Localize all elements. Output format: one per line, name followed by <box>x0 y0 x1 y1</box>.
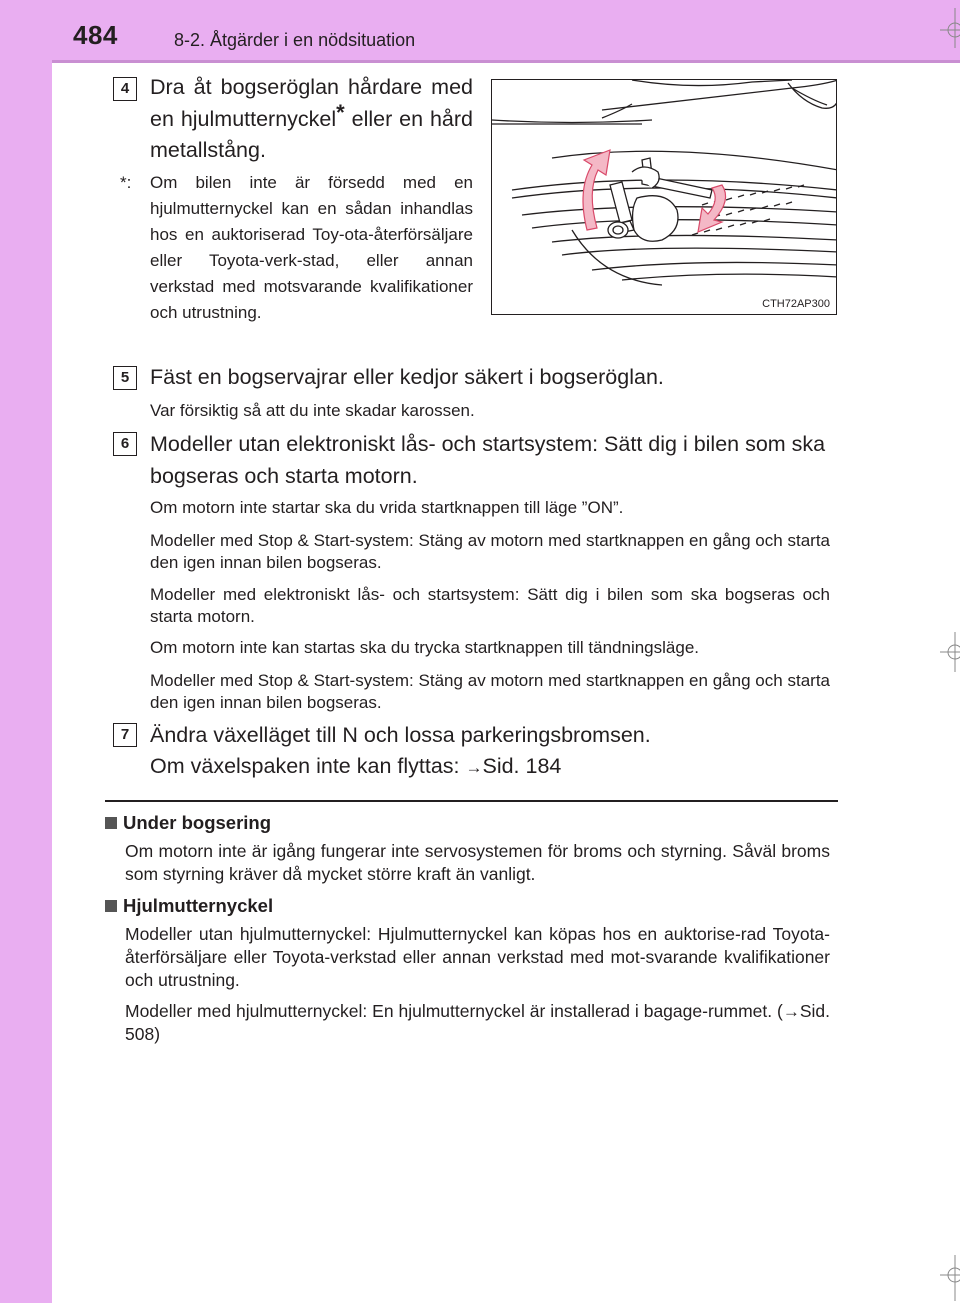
info-heading-hjulmutternyckel <box>105 895 273 917</box>
footnote-text: Om bilen inte är försedd med en hjulmutternyckel kan en sådan inhandlas hos en auktoriserad Toy-ota-återförsäljare eller Toyota-verk-stad, eller annan verkstad med motsvarande kvalifikationer och utrustning. <box>150 173 473 322</box>
step-4-text-main: Dra åt bogseröglan hårdare med en hjulmutternyckel <box>150 75 473 131</box>
square-bullet-icon <box>105 900 117 912</box>
chapter-tab-band <box>0 0 52 1303</box>
step-6-note-1: Om motorn inte startar ska du vrida startknappen till läge ”ON”. <box>150 498 624 517</box>
asterisk-mark: * <box>336 100 345 125</box>
section-divider <box>105 800 838 802</box>
header-band <box>0 0 960 62</box>
step-6-note-5: Modeller med Stop & Start-system: Stäng av motorn med startknappen en gång och starta den igen innan bilen bogseras. <box>150 671 830 712</box>
info-heading-2-label: Hjulmutternyckel <box>123 895 274 916</box>
info-2-paragraph-2 <box>125 1000 830 1046</box>
info-2-p2-link[interactable]: Sid. 508 <box>125 1001 830 1044</box>
illustration-code: CTH72AP300 <box>762 298 830 310</box>
arrow-right-icon: → <box>782 1002 800 1021</box>
info-2-p2-suffix: ) <box>154 1024 161 1044</box>
step-7-ref-prefix: Om växelspaken inte kan flyttas: <box>150 754 466 778</box>
towing-eye-drawing <box>492 80 837 315</box>
arrow-right-icon: → <box>465 758 483 777</box>
info-2-p2-text: Modeller med hjulmutternyckel: En hjulmutternyckel är installerad i bagage-rummet. ( <box>125 1001 783 1021</box>
info-2-paragraph-1: Modeller utan hjulmutternyckel: Hjulmutternyckel kan köpas hos en auktorise-rad Toyota-återförsäljare eller Toyota-verkstad eller annan verkstad med mot-svarande kvalifikationer och utrustning. <box>125 924 830 990</box>
footnote-mark: *: <box>120 173 132 192</box>
step-7-reference <box>150 751 561 783</box>
step-5-text: Fäst en bogservajrar eller kedjor säkert i bogseröglan. <box>150 365 664 389</box>
crop-mark-top-right <box>930 8 960 48</box>
footnote <box>120 170 473 326</box>
step-number-4: 4 <box>113 77 137 101</box>
step-6-note-2: Modeller med Stop & Start-system: Stäng av motorn med startknappen en gång och starta den igen innan bilen bogseras. <box>150 531 830 572</box>
step-6-note-4: Om motorn inte kan startas ska du trycka startknappen till tändningsläge. <box>150 638 699 657</box>
info-heading-under-bogsering <box>105 812 271 834</box>
page-number: 484 <box>73 20 118 50</box>
step-4-text <box>150 72 473 166</box>
step-5-note: Var försiktig så att du inte skadar karossen. <box>150 401 475 420</box>
crop-mark-mid-right <box>930 632 960 672</box>
section-title: 8-2. Åtgärder i en nödsituation <box>174 30 416 50</box>
step-7-text: Ändra växelläget till N och lossa parkeringsbromsen. <box>150 723 651 747</box>
step-number-7: 7 <box>113 723 137 747</box>
square-bullet-icon <box>105 817 117 829</box>
header-rule <box>52 60 960 63</box>
info-heading-1-label: Under bogsering <box>123 812 272 833</box>
step-number-5: 5 <box>113 366 137 390</box>
crop-mark-bottom-right <box>930 1255 960 1301</box>
step-number-6: 6 <box>113 432 137 456</box>
step-6-text: Modeller utan elektroniskt lås- och startsystem: Sätt dig i bilen som ska bogseras och starta motorn. <box>150 432 826 488</box>
step-6-note-3: Modeller med elektroniskt lås- och startsystem: Sätt dig i bilen som ska bogseras och starta motorn. <box>150 585 830 626</box>
step-4-text-tail: eller en hård metallstång. <box>150 107 473 162</box>
towing-eye-illustration <box>491 79 837 315</box>
step-7-ref-link[interactable]: Sid. 184 <box>482 754 562 778</box>
info-1-paragraph: Om motorn inte är igång fungerar inte servosystemen för broms och styrning. Såväl broms som styrning kräver då mycket större kraft än vanligt. <box>125 841 830 884</box>
